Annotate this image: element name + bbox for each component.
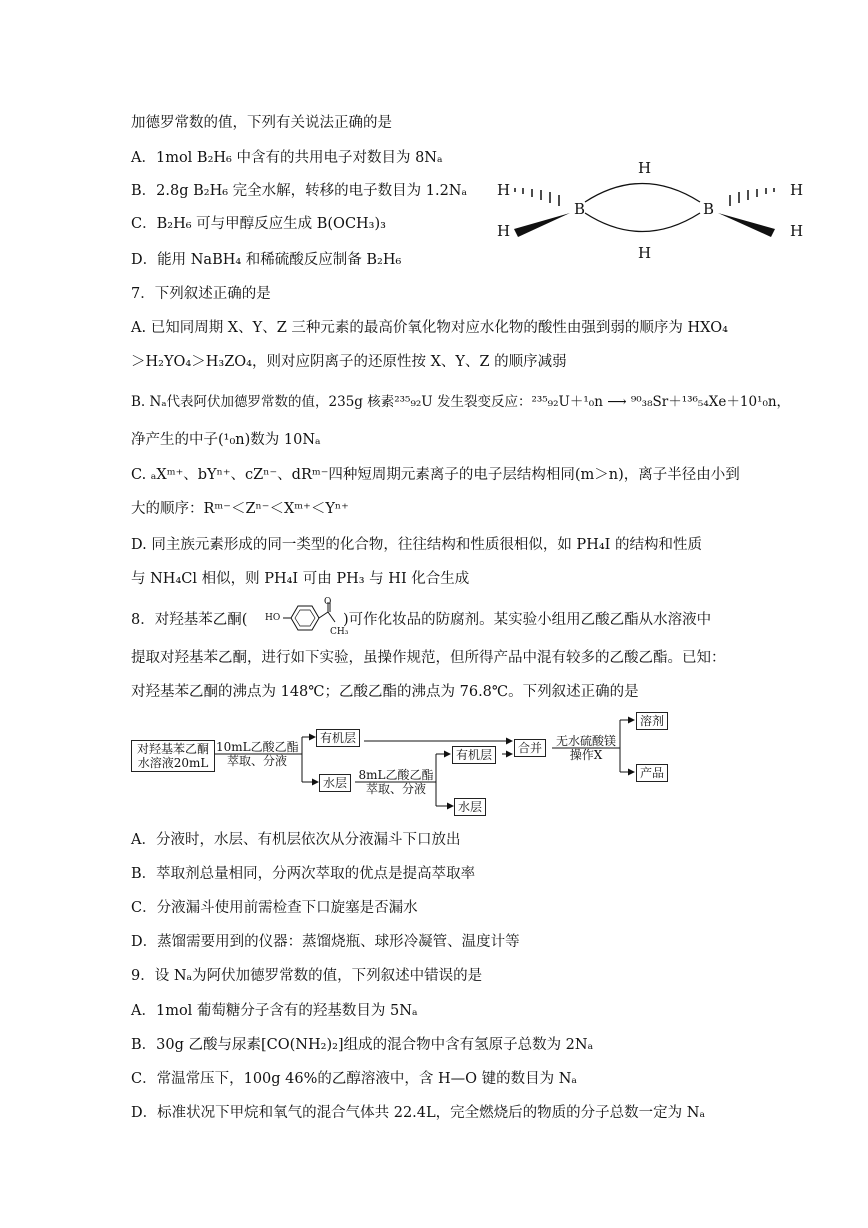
q6-option-b: B．2.8g B₂H₆ 完全水解，转移的电子数目为 1.2Nₐ <box>131 183 468 199</box>
flow-start-box: 对羟基苯乙酮 水溶液20mL <box>131 740 215 772</box>
q9-option-c: C．常温常压下，100g 46%的乙醇溶液中，含 H—O 键的数目为 Nₐ <box>131 1071 578 1087</box>
flow-aqueous-layer-1: 水层 <box>319 774 351 792</box>
flow-organic-layer-1: 有机层 <box>316 729 360 747</box>
q8-stem-pre: 8．对羟基苯乙酮( <box>131 612 248 628</box>
structure-o-label: O <box>324 597 332 607</box>
flow-organic-layer-2: 有机层 <box>452 746 496 764</box>
q7-option-c-line1: C. ₐXᵐ⁺、bYⁿ⁺、cZⁿ⁻、dRᵐ⁻四种短周期元素离子的电子层结构相同(m＞n)，离子半径由小到 <box>131 467 740 483</box>
q7-option-a-line1: A. 已知同周期 X、Y、Z 三种元素的最高价氧化物对应水化物的酸性由强到弱的顺序为 HXO₄ <box>131 320 728 336</box>
q7-option-b-line2: 净产生的中子(¹₀n)数为 10Nₐ <box>131 432 321 448</box>
flow-step2-label: 8mL乙酸乙酯 萃取、分液 <box>358 768 434 796</box>
q9-option-d: D．标准状况下甲烷和氧气的混合气体共 22.4L，完全燃烧后的物质的分子总数一定为 Nₐ <box>131 1105 706 1121</box>
q8-option-a: A．分液时，水层、有机层依次从分液漏斗下口放出 <box>131 832 461 848</box>
q9-option-b: B．30g 乙酸与尿素[CO(NH₂)₂]组成的混合物中含有氢原子总数为 2Nₐ <box>131 1037 594 1053</box>
q8-option-d: D．蒸馏需要用到的仪器：蒸馏烧瓶、球形冷凝管、温度计等 <box>131 934 520 950</box>
q6-option-c: C．B₂H₆ 可与甲醇反应生成 B(OCH₃)₃ <box>131 216 386 232</box>
structure-ch3-label: CH₃ <box>330 627 349 637</box>
flow-step3-label: 无水硫酸镁 操作X <box>555 734 616 762</box>
q9-option-a: A．1mol 葡萄糖分子含有的羟基数目为 5Nₐ <box>131 1003 418 1019</box>
q7-option-b-line1: B. Nₐ代表阿伏加德罗常数的值，235g 核素²³⁵₉₂U 发生裂变反应：²³⁵₉₂U＋¹₀n ⟶ ⁹⁰₃₈Sr＋¹³⁶₅₄Xe＋10¹₀n， <box>131 394 791 410</box>
q9-stem: 9．设 Nₐ为阿伏加德罗常数的值，下列叙述中错误的是 <box>131 968 483 984</box>
atom-b-right: B <box>703 200 715 218</box>
q7-option-c-line2: 大的顺序：Rᵐ⁻＜Zⁿ⁻＜Xᵐ⁺＜Yⁿ⁺ <box>131 501 349 517</box>
q8-option-b: B．萃取剂总量相同，分两次萃取的优点是提高萃取率 <box>131 866 476 882</box>
flow-step1-label: 10mL乙酸乙酯 萃取、分液 <box>216 740 299 768</box>
q8-stem-line2: 提取对羟基苯乙酮，进行如下实验，虽操作规范，但所得产品中混有较多的乙酸乙酯。已知： <box>131 650 726 666</box>
q6-option-a: A．1mol B₂H₆ 中含有的共用电子对数目为 8Nₐ <box>131 150 443 166</box>
structure-ho-label: HO <box>265 613 281 623</box>
q7-stem: 7．下列叙述正确的是 <box>131 286 271 302</box>
atom-b-left: B <box>574 200 586 218</box>
atom-h-top: H <box>638 159 652 177</box>
atom-h-right-lower: H <box>790 222 804 240</box>
flow-product-box: 产品 <box>636 764 668 782</box>
intro-line: 加德罗常数的值，下列有关说法正确的是 <box>131 115 392 131</box>
q7-option-a-line2: ＞H₂YO₄＞H₃ZO₄，则对应阴离子的还原性按 X、Y、Z 的顺序减弱 <box>131 354 567 370</box>
flow-solvent-box: 溶剂 <box>636 712 668 730</box>
flow-combine-box: 合并 <box>514 739 546 757</box>
flow-aqueous-layer-2: 水层 <box>454 798 486 816</box>
atom-h-left-upper: H <box>497 181 511 199</box>
q8-stem-post: )可作化妆品的防腐剂。某实验小组用乙酸乙酯从水溶液中 <box>343 612 712 628</box>
q6-option-d: D．能用 NaBH₄ 和稀硫酸反应制备 B₂H₆ <box>131 252 402 268</box>
q7-option-d-line2: 与 NH₄Cl 相似，则 PH₄I 可由 PH₃ 与 HI 化合生成 <box>131 571 470 587</box>
q8-stem-line3: 对羟基苯乙酮的沸点为 148℃；乙酸乙酯的沸点为 76.8℃。下列叙述正确的是 <box>131 684 639 700</box>
atom-h-left-lower: H <box>497 222 511 240</box>
q7-option-d-line1: D. 同主族元素形成的同一类型的化合物，往往结构和性质很相似，如 PH₄I 的结构和性质 <box>131 537 702 553</box>
q8-option-c: C．分液漏斗使用前需检查下口旋塞是否漏水 <box>131 900 418 916</box>
atom-h-right-upper: H <box>790 181 804 199</box>
atom-h-bottom: H <box>638 244 652 262</box>
